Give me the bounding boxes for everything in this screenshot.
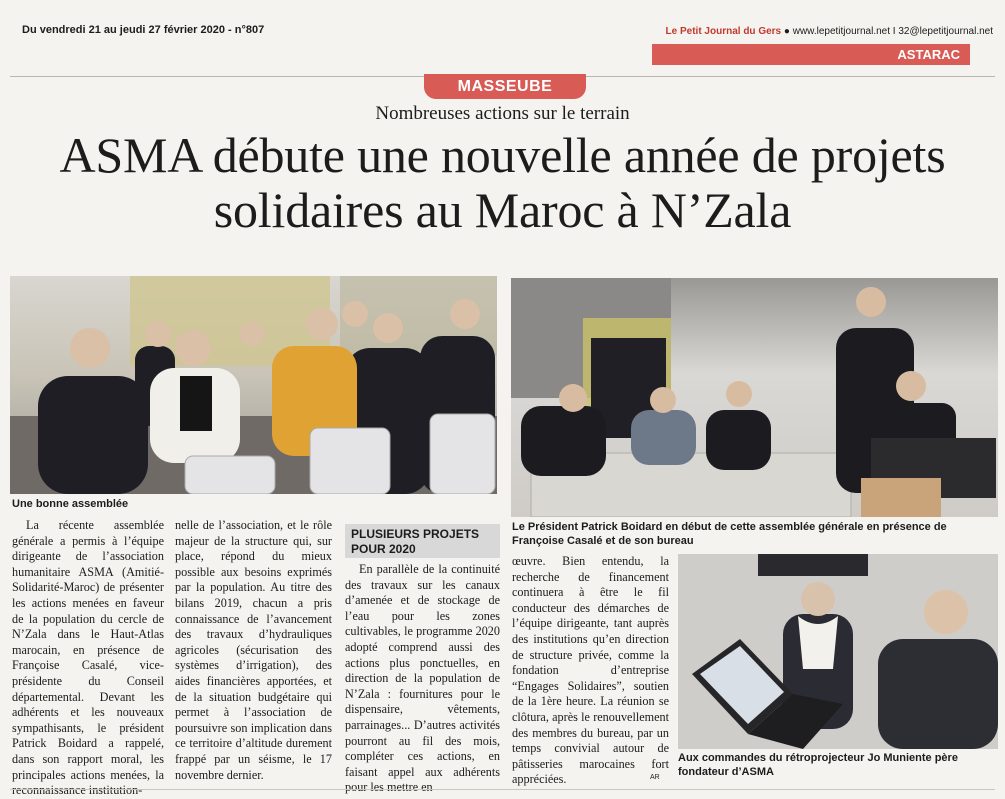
author-initials: AR xyxy=(650,774,660,781)
body-column-3 xyxy=(345,562,500,796)
photo-president-caption: Le Président Patrick Boidard en début de cette assemblée générale en présence de Françoise Casalé et de son bureau xyxy=(512,521,947,547)
paragraph-bilans: nelle de l’association, et le rôle majeur de la structure qui, sur place, répond du mieux possible aux besoins exprimés par la population. Au titre des bilans 2019, chacun a pris connaissance de l’avancement des travaux d’hydrauliques agricoles (sécurisation des systèmes d’irrigation), des aides financières apportées, et de la situation budgétaire qui permet à l’association de poursuivre son implication dans ce territoire d’altitude durement frappé par un séisme, le 17 novembre dernier. xyxy=(175,518,332,782)
photo-projector-illustration xyxy=(678,554,998,749)
photo-assembly-illustration xyxy=(10,276,497,494)
section-subhead: PLUSIEURS PROJETS POUR 2020 xyxy=(345,524,500,558)
paragraph-projects: En parallèle de la continuité des travaux sur les canaux d’amenée et de stockage de l’eau pour les zones cultivables, le programme 2020 adopté comprend aussi des actions plus ponctuelles, en direction de la population de N’Zala : fournitures pour le dispensaire, vêtements, parrainages... D’autres activités pourront au fil des mois, compléter ces actions, en faisant appel aux adhérents pour les mettre en xyxy=(345,562,500,795)
photo-president xyxy=(511,278,998,517)
photo-projector xyxy=(678,554,998,749)
body-column-1 xyxy=(12,518,164,799)
publication-web: ● www.lepetitjournal.net I 32@lepetitjournal.net xyxy=(783,26,993,37)
bottom-rule xyxy=(10,789,995,790)
town-tab: MASSEUBE xyxy=(424,74,586,99)
paragraph-financing: œuvre. Bien entendu, la recherche de financement continuera à être le fil conducteur des démarches de l’équipe dirigeante, tant auprès des institutions qu’en direction de structure privée, comme la fondation d’entreprise “Engages Solidaires”, soutien de la 1ère heure. La réunion se clôtura, après le renouvellement des membres du bureau, par un temps convivial autour de pâtisseries marocaines fort appréciées. xyxy=(512,554,669,787)
photo-assembly xyxy=(10,276,497,494)
publication-name: Le Petit Journal du Gers xyxy=(665,26,782,37)
section-bar: ASTARAC xyxy=(652,44,970,65)
issue-date: Du vendredi 21 au jeudi 27 février 2020 - n°807 xyxy=(22,24,265,36)
body-column-4 xyxy=(512,554,669,788)
body-column-2 xyxy=(175,518,332,783)
photo-president-illustration xyxy=(511,278,998,517)
kicker: Nombreuses actions sur le terrain xyxy=(375,103,630,124)
publication-line xyxy=(666,26,993,37)
headline: ASMA débute une nouvelle année de projets solidaires au Maroc à N’Zala xyxy=(59,127,946,238)
paragraph-intro: La récente assemblée générale a permis à l’équipe dirigeante de l’association humanitaire ASMA (Amitié-Solidarité-Maroc) de présenter les actions menées en faveur de la population du cercle de N’Zala dans le Haut-Atlas marocain, en présence de Françoise Casalé, vice-présidente du Conseil départemental. Devant les adhérents et les nouveaux sympathisants, le président Patrick Boidard a rappelé, dans son rapport moral, les principales actions menées, la reconnaissance institution- xyxy=(12,518,164,798)
photo-projector-caption: Aux commandes du rétroprojecteur Jo Muniente père fondateur d’ASMA xyxy=(678,752,958,778)
photo-assembly-caption: Une bonne assemblée xyxy=(12,498,129,510)
